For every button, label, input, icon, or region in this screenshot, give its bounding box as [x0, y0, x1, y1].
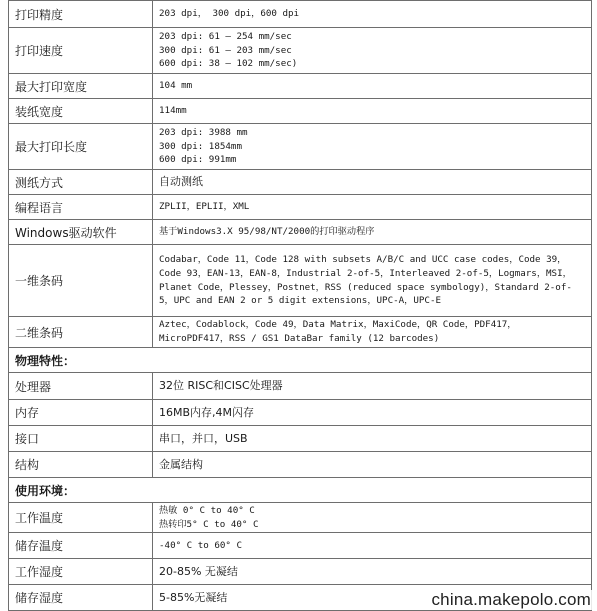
row-label: 工作湿度 — [9, 559, 153, 585]
row-label: 接口 — [9, 426, 153, 452]
section-header: 物理特性： — [9, 348, 592, 373]
table-row — [9, 74, 592, 99]
row-value: 203 dpi: 3988 mm 300 dpi: 1854mm 600 dpi: 991mm — [153, 124, 592, 170]
table-row — [9, 124, 592, 170]
row-label: 装纸宽度 — [9, 99, 153, 124]
row-value: Codabar，Code 11，Code 128 with subsets A/B/C and UCC case codes，Code 39，Code 93，EAN-13，EAN-8，Industrial 2-of-5，Interleaved 2-of-5，Logmars，MSI，Planet Code，Plessey，Postnet，RSS (reduced space symbology)，Standard 2-of-5，UPC and EAN 2 or 5 digit extensions，UPC-A，UPC-E — [153, 245, 592, 317]
table-row — [9, 170, 592, 195]
row-label: 打印速度 — [9, 28, 153, 74]
spec-table — [8, 0, 592, 611]
table-row — [9, 317, 592, 348]
row-label: 二维条码 — [9, 317, 153, 348]
table-row — [9, 373, 592, 400]
table-row — [9, 400, 592, 426]
row-value: 104 mm — [153, 74, 592, 99]
row-value: ZPLII，EPLII，XML — [153, 195, 592, 220]
row-label: 一维条码 — [9, 245, 153, 317]
row-value: 自动测纸 — [153, 170, 592, 195]
row-value: 203 dpi， 300 dpi，600 dpi — [153, 1, 592, 28]
row-label: 储存湿度 — [9, 585, 153, 611]
row-value: 114mm — [153, 99, 592, 124]
table-row — [9, 99, 592, 124]
row-value: 基于Windows3.X 95/98/NT/2000的打印驱动程序 — [153, 220, 592, 245]
table-row — [9, 28, 592, 74]
watermark: china.makepolo.com — [431, 590, 591, 609]
row-label: Windows驱动软件 — [9, 220, 153, 245]
row-value: 32位 RISC和CISC处理器 — [153, 373, 592, 400]
table-row — [9, 426, 592, 452]
row-value: -40° C to 60° C — [153, 533, 592, 559]
row-label: 最大打印长度 — [9, 124, 153, 170]
row-label: 编程语言 — [9, 195, 153, 220]
section-header-row — [9, 478, 592, 503]
table-row — [9, 1, 592, 28]
row-value: 串口，并口，USB — [153, 426, 592, 452]
table-row — [9, 220, 592, 245]
table-row — [9, 195, 592, 220]
row-value: 16MB内存,4M闪存 — [153, 400, 592, 426]
row-label: 内存 — [9, 400, 153, 426]
row-value: 金属结构 — [153, 452, 592, 478]
table-row — [9, 452, 592, 478]
table-row — [9, 503, 592, 533]
row-label: 处理器 — [9, 373, 153, 400]
row-label: 储存温度 — [9, 533, 153, 559]
section-header: 使用环境： — [9, 478, 592, 503]
table-row — [9, 245, 592, 317]
row-label: 工作温度 — [9, 503, 153, 533]
row-label: 测纸方式 — [9, 170, 153, 195]
row-value: 203 dpi: 61 – 254 mm/sec 300 dpi: 61 – 203 mm/sec 600 dpi: 38 – 102 mm/sec) — [153, 28, 592, 74]
table-row — [9, 559, 592, 585]
section-header-row — [9, 348, 592, 373]
row-label: 打印精度 — [9, 1, 153, 28]
row-label: 结构 — [9, 452, 153, 478]
row-value: 热敏 0° C to 40° C 热转印5° C to 40° C — [153, 503, 592, 533]
row-value: 20-85% 无凝结 — [153, 559, 592, 585]
row-label: 最大打印宽度 — [9, 74, 153, 99]
table-row — [9, 533, 592, 559]
row-value: Aztec，Codablock，Code 49，Data Matrix，MaxiCode，QR Code，PDF417，MicroPDF417，RSS / GS1 DataBar family (12 barcodes) — [153, 317, 592, 348]
row-value: 5-85%无凝结 — [153, 585, 592, 611]
